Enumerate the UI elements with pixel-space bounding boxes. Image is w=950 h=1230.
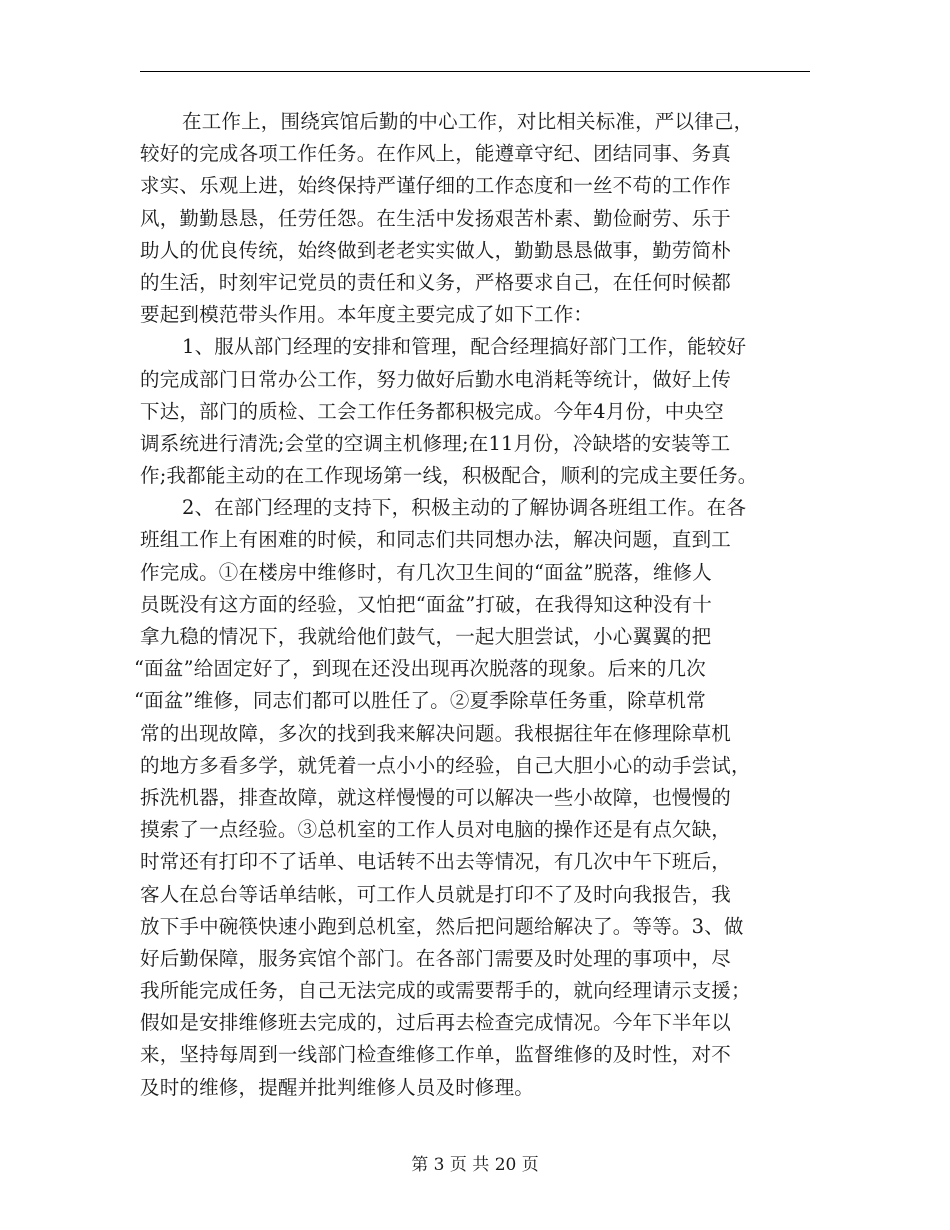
paragraph-line: 较好的完成各项工作任务。在作风上，能遵章守纪、团结同事、务真 [140,142,732,166]
page-number-footer: 第 3 页 共 20 页 [411,1155,539,1175]
paragraph-line: 拿九稳的情况下，我就给他们鼓气，一起大胆尝试，小心翼翼的把 [140,625,712,648]
paragraph-line: 助人的优良传统，始终做到老老实实做人，勤勤恳恳做事，勤劳简朴 [140,238,732,262]
paragraph-line: 调系统进行清洗;会堂的空调主机修理;在11月份，冷缺塔的安装等工 [140,431,731,455]
paragraph-line: 及时的维修，提醒并批判维修人员及时修理。 [140,1075,535,1099]
paragraph-line: 求实、乐观上进，始终保持严谨仔细的工作态度和一丝不苟的工作作 [140,174,732,198]
paragraph-line: 常的出现故障，多次的找到我来解决问题。我根据往年在修理除草机 [140,721,732,745]
paragraph-line: 来，坚持每周到一线部门检查维修工作单，监督维修的及时性，对不 [140,1043,732,1067]
paragraph-line: 好后勤保障，服务宾馆个部门。在各部门需要及时处理的事项中，尽 [140,946,732,970]
paragraph-line: 假如是安排维修班去完成的，过后再去检查完成情况。今年下半年以 [140,1011,732,1035]
paragraph-line: 的生活，时刻牢记党员的责任和义务，严格要求自己，在任何时候都 [140,270,732,294]
paragraph-line: 客人在总台等话单结帐，可工作人员就是打印不了及时向我报告，我 [140,882,732,906]
paragraph-line: 1、服从部门经理的安排和管理，配合经理搞好部门工作，能较好 [182,335,747,359]
paragraph-line: 2、在部门经理的支持下，积极主动的了解协调各班组工作。在各 [182,496,747,520]
paragraph-line: 放下手中碗筷快速小跑到总机室，然后把问题给解决了。等等。3、做 [140,914,744,938]
body-text [134,106,812,1104]
paragraph-line: 时常还有打印不了话单、电话转不出去等情况，有几次中午下班后， [140,850,732,874]
paragraph-line: 班组工作上有困难的时候，和同志们共同想办法，解决问题，直到工 [140,528,732,552]
header-rule [140,71,810,72]
paragraph-line: 拆洗机器，排查故障，就这样慢慢的可以解决一些小故障，也慢慢的 [140,785,732,809]
paragraph-line: 的完成部门日常办公工作，努力做好后勤水电消耗等统计，做好上传 [140,367,732,391]
paragraph-line: 作;我都能主动的在工作现场第一线，积极配合，顺利的完成主要任务。 [140,464,758,488]
paragraph-line: 的地方多看多学，就凭着一点小小的经验，自己大胆小心的动手尝试， [140,753,751,777]
paragraph-line: 风，勤勤恳恳，任劳任怨。在生活中发扬艰苦朴素、勤俭耐劳、乐于 [140,206,732,230]
paragraph-line: 我所能完成任务，自己无法完成的或需要帮手的，就向经理请示支援； [140,979,751,1003]
paragraph-line: 员既没有这方面的经验，又怕把“面盆”打破，在我得知这种没有十 [140,592,712,616]
paragraph-line: 作完成。①在楼房中维修时，有几次卫生间的“面盆”脱落，维修人 [140,560,712,584]
paragraph-line: 下达，部门的质检、工会工作任务都积极完成。今年4月份，中央空 [140,399,724,423]
paragraph-line: 在工作上，围绕宾馆后勤的中心工作，对比相关标准，严以律己， [182,110,754,133]
paragraph-line: “面盆”维修，同志们都可以胜任了。②夏季除草任务重，除草机常 [134,689,706,713]
paragraph-line: “面盆”给固定好了，到现在还没出现再次脱落的现象。后来的几次 [134,657,706,681]
paragraph-line: 要起到模范带头作用。本年度主要完成了如下工作： [140,303,594,327]
paragraph-line: 摸索了一点经验。③总机室的工作人员对电脑的操作还是有点欠缺， [140,818,732,842]
